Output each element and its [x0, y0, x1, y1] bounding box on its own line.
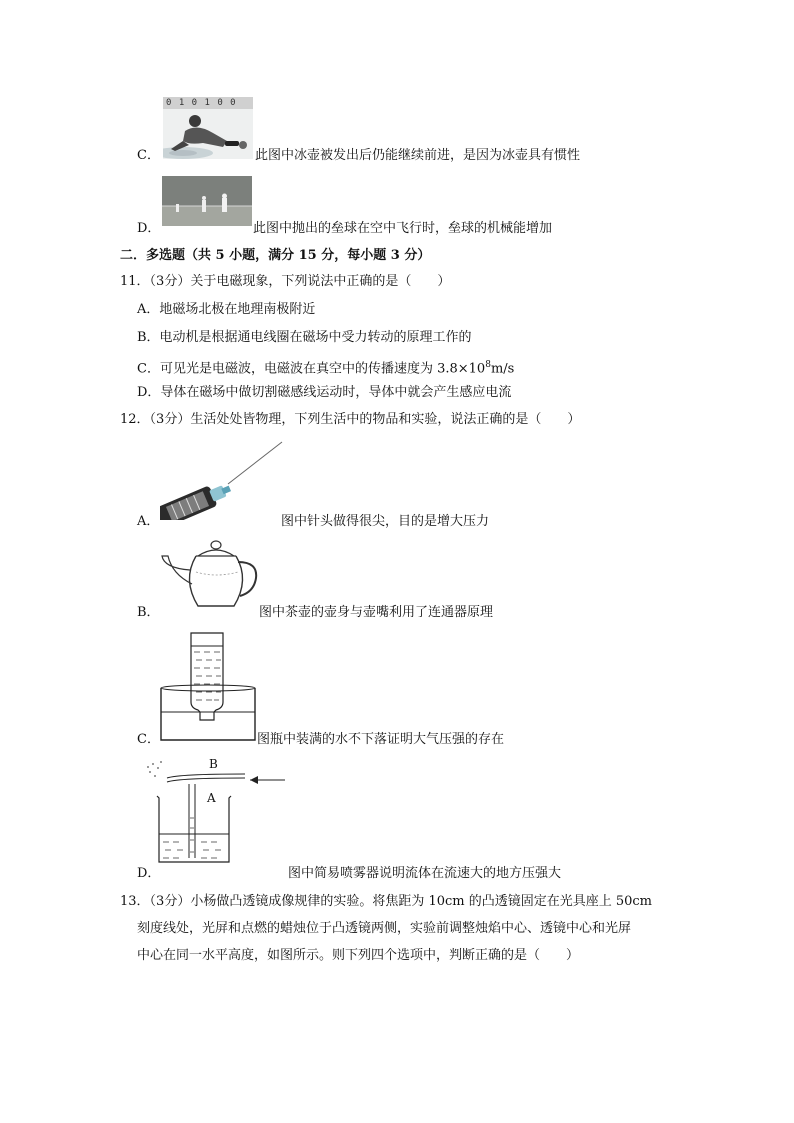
q10-c-text: 此图中冰壶被发出后仍能继续前进，是因为冰壶具有惯性 — [255, 148, 581, 163]
curling-photo — [163, 97, 253, 159]
q12-b-text: 图中茶壶的壶身与壶嘴利用了连通器原理 — [259, 605, 494, 620]
inverted-bottle-image — [158, 632, 258, 744]
baseball-photo — [162, 176, 252, 226]
q10-d-letter: D． — [137, 221, 161, 236]
teapot-image — [160, 540, 260, 612]
q12-a-letter: A． — [137, 514, 160, 529]
syringe-image — [160, 440, 285, 520]
q13-stem-line1: 13．（3分）小杨做凸透镜成像规律的实验。将焦距为 10cm 的凸透镜固定在光具座上 50cm — [120, 894, 653, 909]
q10-d-text: 此图中抛出的垒球在空中飞行时，垒球的机械能增加 — [253, 221, 553, 236]
q12-a-text: 图中针头做得很尖，目的是增大压力 — [281, 514, 490, 529]
q12-c-letter: C． — [137, 732, 160, 747]
sprayer-label-a: A — [207, 791, 216, 805]
q12-d-text: 图中简易喷雾器说明流体在流速大的地方压强大 — [288, 866, 562, 881]
q12-stem: 12．（3分）生活处处皆物理，下列生活中的物品和实验，说法正确的是（ ） — [120, 412, 581, 427]
q13-stem-line3: 中心在同一水平高度，如图所示。则下列四个选项中，判断正确的是（ ） — [137, 948, 580, 963]
q11-option-c-unit: m/s — [490, 361, 515, 377]
q11-option-c-main: C．可见光是电磁波，电磁波在真空中的传播速度为 3.8×10 — [137, 361, 486, 377]
q11-option-b: B．电动机是根据通电线圈在磁场中受力转动的原理工作的 — [137, 330, 472, 345]
q11-option-d: D．导体在磁场中做切割磁感线运动时，导体中就会产生感应电流 — [137, 385, 512, 400]
q11-option-c-exponent: 8 — [485, 360, 491, 370]
q13-stem-line2: 刻度线处，光屏和点燃的蜡烛位于凸透镜两侧，实验前调整烛焰中心、透镜中心和光屏 — [137, 921, 632, 936]
q12-d-letter: D． — [137, 866, 161, 881]
q10-c-letter: C． — [137, 148, 160, 163]
q11-option-a: A．地磁场北极在地理南极附近 — [137, 302, 316, 317]
scoreboard: 0 1 0 1 0 0 — [163, 97, 253, 109]
sprayer-image — [145, 758, 290, 866]
q11-option-c — [137, 356, 514, 378]
q12-c-text: 图瓶中装满的水不下落证明大气压强的存在 — [257, 732, 505, 747]
q11-stem: 11．（3分）关于电磁现象，下列说法中正确的是（ ） — [120, 274, 451, 289]
q12-b-letter: B． — [137, 605, 160, 620]
section-heading: 二．多选题（共 5 小题，满分 15 分，每小题 3 分） — [120, 248, 431, 263]
sprayer-label-b: B — [209, 757, 218, 771]
